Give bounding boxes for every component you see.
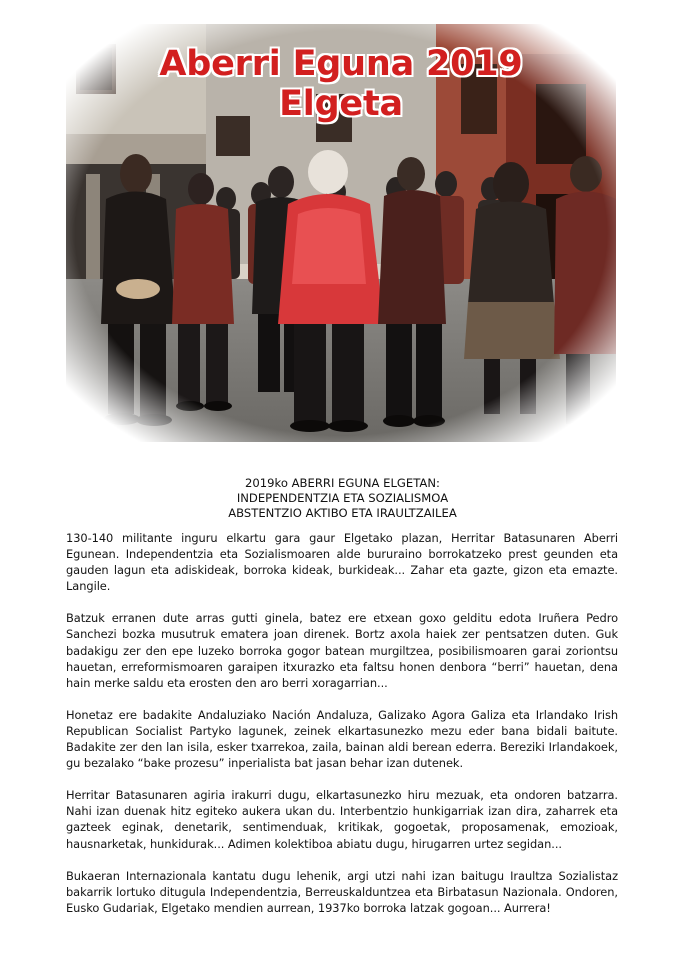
paragraph-2: Batzuk erranen dute arras gutti ginela, batez ere etxean goxo gelditu edota Iruñera Pedro Sanchezi bozka musutruk ematera joan direnek. Bortz axola haiek zer pentsatzen duten. Guk badakigu zer den epe luzeko borroka gogor batean murgiltzea, posibilismoaren garai zoriontsu hauetan, erreformismoaren garaipen itxurazko eta faltsu honen denbora “berri” hauetan, dena hain merke saldu eta erosten den aro berri xoragarrian... (66, 611, 618, 690)
poster-title-line2: Elgeta (279, 84, 403, 124)
paragraph-3: Honetaz ere badakite Andaluziako Nación Andaluza, Galizako Agora Galiza eta Irlandako Irish Republican Socialist Partyko lagunek, zeinek elkartasunezko mezu eder bana bidali baitute. Badakite zer den lan isila, esker txarrekoa, zaila, bainan aldi berean ederra. Bereziki Irlandakoek, gu bezalako “bake prozesu” inperialista bat jasan behar izan dutenek. (66, 707, 618, 771)
paragraph-4: Herritar Batasunaren agiria irakurri dugu, elkartasunezko hiru mezuak, eta ondoren batzarra. Nahi izan duenak hitz egiteko aukera ukan du. Interbentzio hunkigarriak izan dira, zaharrek eta gazteek eginak, denetarik, sentimenduak, kritikak, gogoetak, proposamenak, emozioak, hausnarketak, hunkidurak... Adimen kolektiboa abiatu dugu, hirugarren urtez segidan... (66, 788, 618, 851)
article-heading (60, 476, 625, 521)
heading-line-2: INDEPENDENTZIA ETA SOZIALISMOA (236, 491, 449, 505)
heading-line-1: 2019ko ABERRI EGUNA ELGETAN: (245, 476, 440, 490)
poster-title-line1: Aberri Eguna 2019 (159, 44, 523, 84)
heading-line-3: ABSTENTZIO AKTIBO ETA IRAULTZAILEA (228, 506, 457, 520)
article-body (66, 530, 618, 932)
paragraph-1: 130-140 militante inguru elkartu gara gaur Elgetako plazan, Herritar Batasunaren Aberri Egunean. Independentzia eta Sozialismoaren alde bururaino borrokatzeko prest geunden eta gauden lagun eta adiskideak, borroka kideak, burkideak... Zahar eta gazte, gizon eta emazte. Langile. (66, 531, 618, 594)
poster-photo (66, 24, 616, 442)
paragraph-5: Bukaeran Internazionala kantatu dugu lehenik, argi utzi nahi izan baitugu Iraultza Sozialistaz bakarrik lortuko ditugula Independentzia, Berreuskalduntzea eta Birbatasun Nazionala. Ondoren, Eusko Gudariak, Elgetako mendien aurrean, 1937ko borroka latzak gogoan... Aurrera! (66, 868, 618, 915)
